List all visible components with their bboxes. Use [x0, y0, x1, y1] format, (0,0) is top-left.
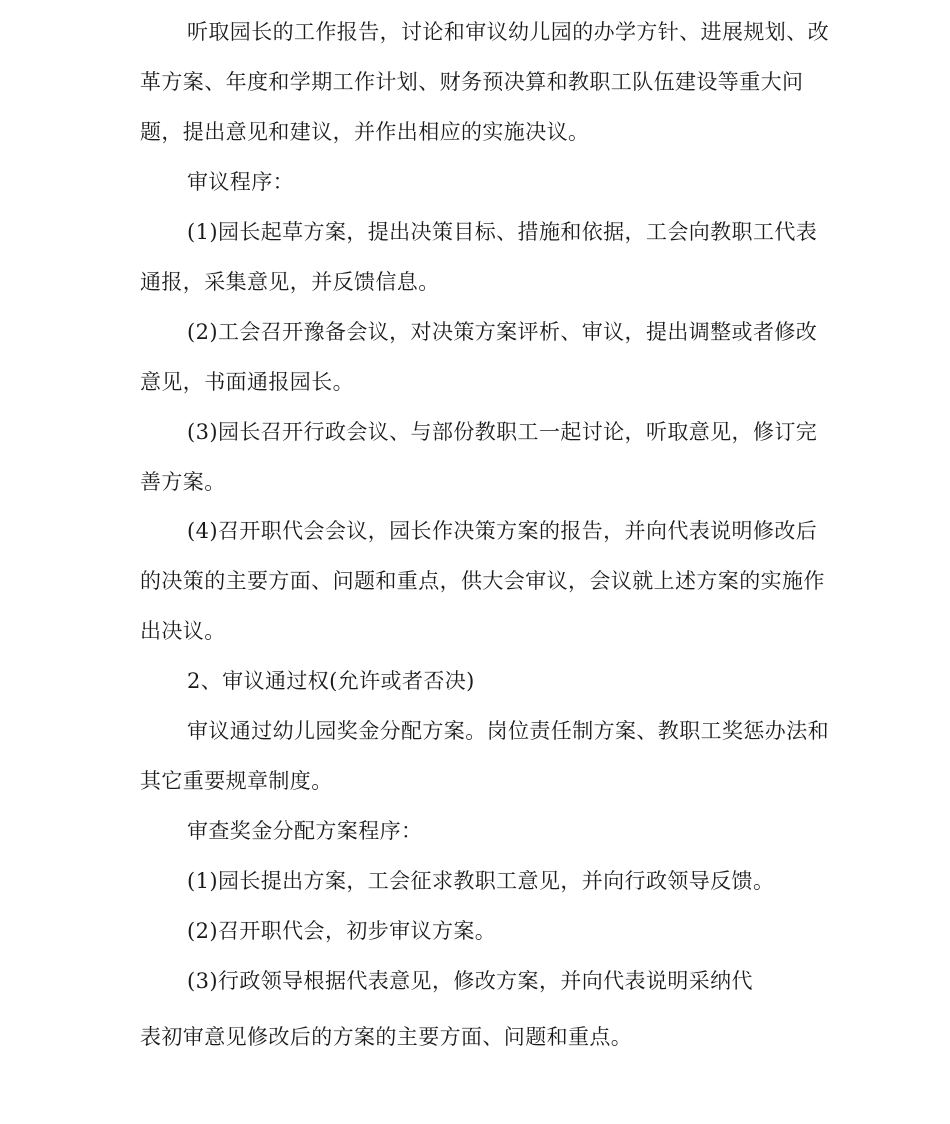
- list-item-cont: 表初审意见修改后的方案的主要方面、问题和重点。: [140, 1025, 633, 1049]
- list-item-cont: 善方案。: [140, 470, 226, 494]
- list-item-cont: 出决议。: [140, 619, 226, 643]
- list-item: (3)行政领导根据代表意见，修改方案，并向代表说明采纳代: [187, 969, 753, 993]
- paragraph-line: 其它重要规章制度。: [140, 769, 333, 793]
- list-item: (2)召开职代会，初步审议方案。: [187, 919, 497, 943]
- paragraph-line: 听取园长的工作报告，讨论和审议幼儿园的办学方针、进展规划、改: [187, 20, 829, 44]
- list-item: (1)园长起草方案，提出决策目标、措施和依据，工会向教职工代表: [187, 220, 818, 244]
- section-heading: 2、审议通过权(允许或者否决): [187, 669, 475, 693]
- list-item-cont: 意见，书面通报园长。: [140, 370, 354, 394]
- paragraph-line: 题，提出意见和建议，并作出相应的实施决议。: [140, 120, 590, 144]
- section-label: 审查奖金分配方案程序：: [187, 819, 423, 843]
- list-item: (4)召开职代会会议，园长作决策方案的报告，并向代表说明修改后: [187, 519, 818, 543]
- list-item: (3)园长召开行政会议、与部份教职工一起讨论，听取意见，修订完: [187, 420, 818, 444]
- list-item-cont: 的决策的主要方面、问题和重点，供大会审议，会议就上述方案的实施作: [140, 569, 825, 593]
- list-item: (1)园长提出方案，工会征求教职工意见，并向行政领导反馈。: [187, 869, 775, 893]
- paragraph-line: 革方案、年度和学期工作计划、财务预决算和教职工队伍建设等重大问: [140, 70, 804, 94]
- section-label: 审议程序：: [187, 170, 294, 194]
- list-item: (2)工会召开豫备会议，对决策方案评析、审议，提出调整或者修改: [187, 320, 818, 344]
- paragraph-line: 审议通过幼儿园奖金分配方案。岗位责任制方案、教职工奖惩办法和: [187, 719, 829, 743]
- list-item-cont: 通报，采集意见，并反馈信息。: [140, 270, 440, 294]
